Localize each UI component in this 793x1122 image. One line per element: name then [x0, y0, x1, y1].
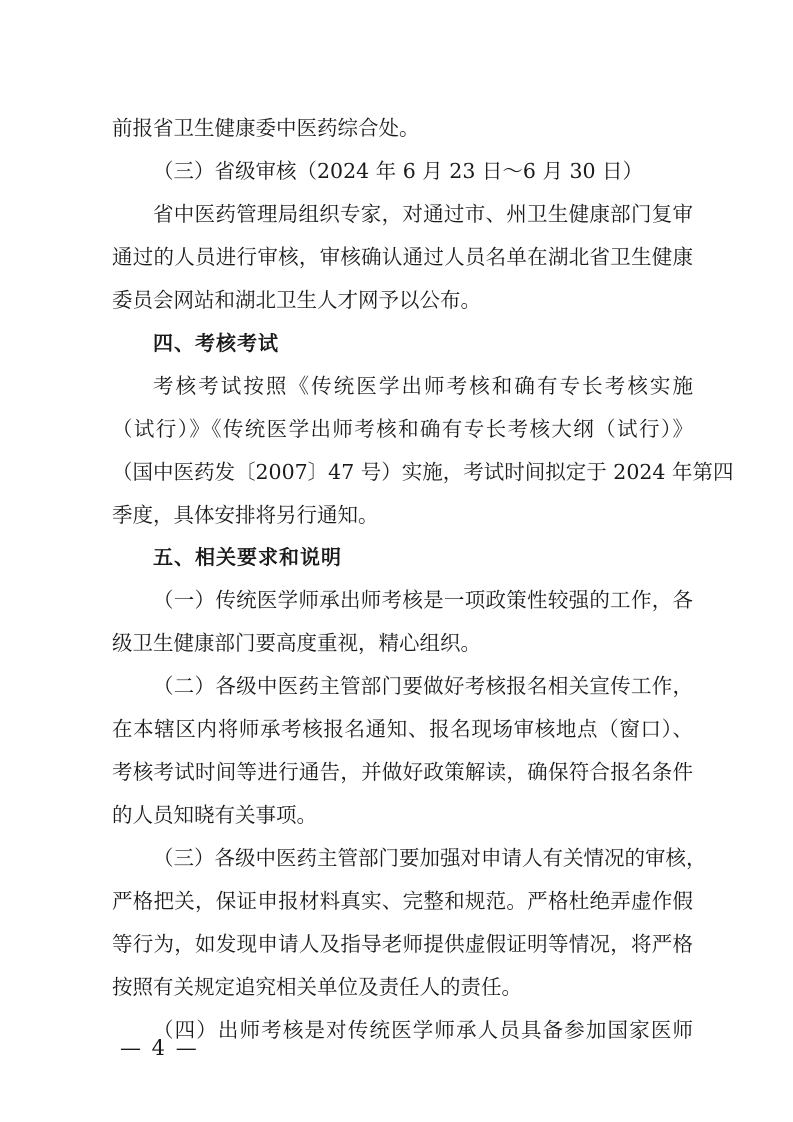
paragraph-line: 级卫生健康部门要高度重视，精心组织。 — [112, 631, 481, 655]
paragraph-line: 的人员知晓有关事项。 — [112, 803, 317, 827]
paragraph-line: 按照有关规定追究相关单位及责任人的责任。 — [112, 975, 522, 999]
paragraph-line: 等行为，如发现申请人及指导老师提供虚假证明等情况，将严格 — [112, 932, 693, 956]
section-heading-requirements: 五、相关要求和说明 — [153, 545, 342, 569]
page-number: — 4 — — [120, 1036, 199, 1060]
paragraph-line: 季度，具体安排将另行通知。 — [112, 503, 379, 527]
paragraph-line: 通过的人员进行审核，审核确认通过人员名单在湖北省卫生健康 — [112, 245, 693, 269]
paragraph-line: 考核考试时间等进行通告，并做好政策解读，确保符合报名条件 — [112, 760, 693, 784]
paragraph-line: 考核考试按照《传统医学出师考核和确有专长考核实施 — [153, 374, 693, 398]
paragraph-line: （一）传统医学师承出师考核是一项政策性较强的工作，各 — [153, 588, 693, 612]
paragraph-line: （试行）》《传统医学出师考核和确有专长考核大纲（试行）》 — [112, 417, 693, 441]
paragraph-line: 在本辖区内将师承考核报名通知、报名现场审核地点（窗口）、 — [112, 717, 693, 741]
paragraph-line: （国中医药发〔2007〕47 号）实施，考试时间拟定于 2024 年第四 — [112, 460, 734, 484]
paragraph-line: （三）各级中医药主管部门要加强对申请人有关情况的审核， — [153, 846, 707, 870]
paragraph-line: 严格把关，保证申报材料真实、完整和规范。严格杜绝弄虚作假 — [112, 889, 693, 913]
section-heading-assessment-exam: 四、考核考试 — [153, 331, 279, 355]
paragraph-line: （二）各级中医药主管部门要做好考核报名相关宣传工作， — [153, 674, 693, 698]
paragraph-line: 前报省卫生健康委中医药综合处。 — [112, 116, 420, 140]
paragraph-line: （四）出师考核是对传统医学师承人员具备参加国家医师 — [153, 1018, 693, 1042]
subsection-heading-provincial-review: （三）省级审核（2024 年 6 月 23 日～6 月 30 日） — [153, 159, 644, 183]
paragraph-line: 省中医药管理局组织专家，对通过市、州卫生健康部门复审 — [153, 202, 693, 226]
paragraph-line: 委员会网站和湖北卫生人才网予以公布。 — [112, 288, 481, 312]
